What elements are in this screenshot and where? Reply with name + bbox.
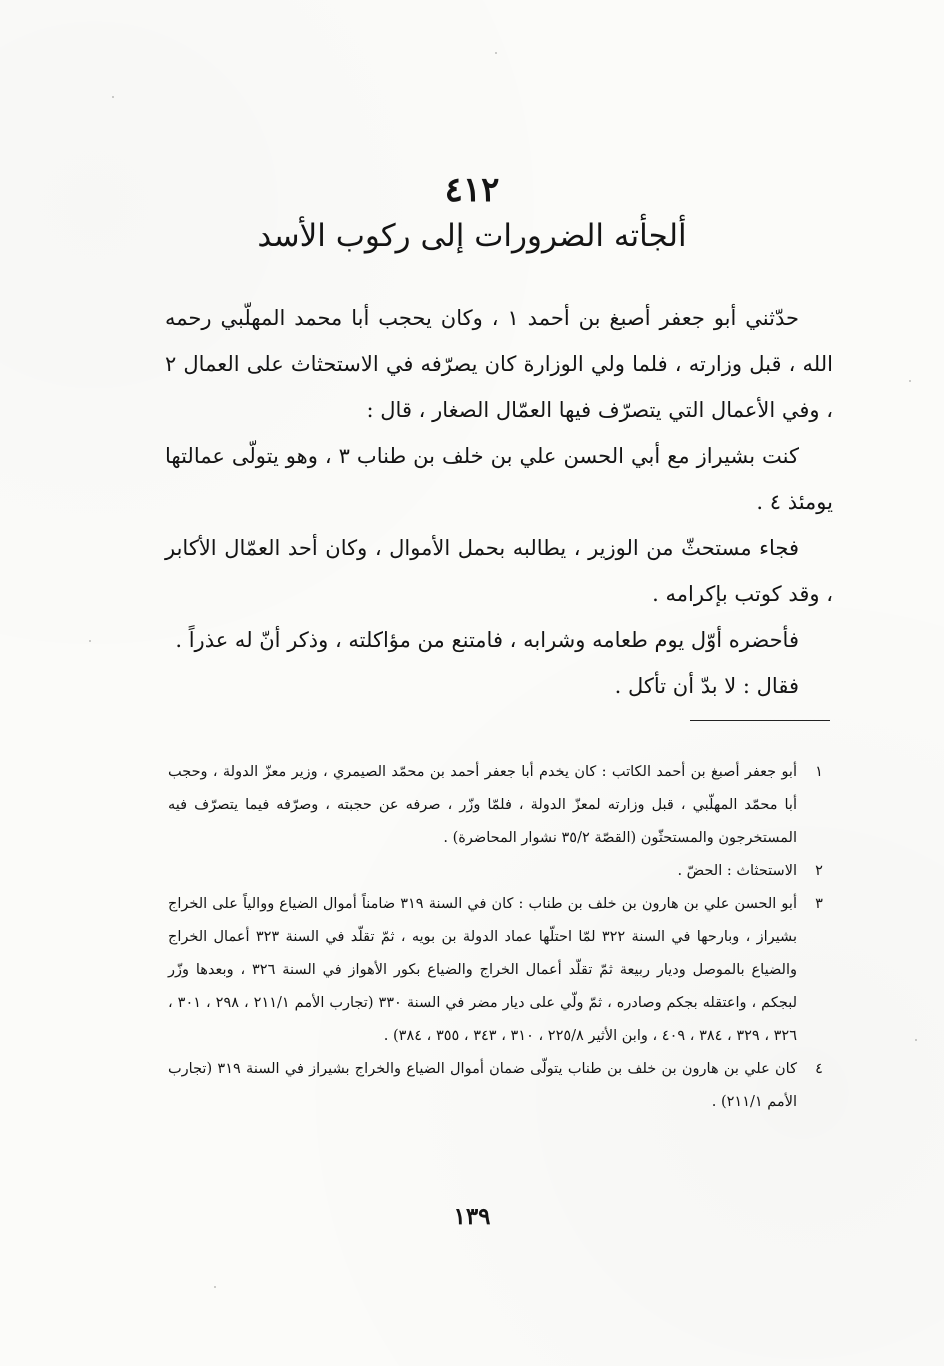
footnote-text: كان علي بن هارون بن خلف بن طناب يتولّى ضمان أموال الضياع والخراج بشيراز في السنة ٣١٩ (تجارب الأمم ٢١١/١) . [168,1061,797,1110]
footnote-separator [690,720,830,721]
footnotes [168,756,833,1119]
scan-speck [915,1039,917,1041]
paragraph-5: فقال : لا بدّ أن تأكل . [614,674,799,698]
scan-speck [89,640,91,642]
paragraph-2: كنت بشيراز مع أبي الحسن علي بن خلف بن طناب ٣ ، وهو يتولّى عمالتها يومئذ ٤ . [165,444,833,514]
story-title: ألجأته الضرورات إلى ركوب الأسد [257,218,687,254]
footnote-text: أبو الحسن علي بن هارون بن خلف بن طناب : كان في السنة ٣١٩ ضامناً أموال الضياع ووالياً على الخراج بشيراز ، وبارحها في السنة ٣٢٢ لمّا احتلّها عماد الدولة بن بويه ، ثمّ تقلّد في السنة ٣٢٣ أعمال الخراج والضياع بالموصل وديار ربيعة ثمّ تقلّد أعمال الخراج والضياع بكور الأهواز في السنة ٣٢٦ ، وبعدها وزّر لبجكم ، واعتقله بجكم وصادره ، ثمّ ولّي على ديار مضر في السنة ٣٣٠ (تجارب الأمم ٢١١/١ ، ٢٩٨ ، ٣٠١ ، ٣٢٦ ، ٣٢٩ ، ٣٨٤ ، ٤٠٩ ، وابن الأثير ٢٢٥/٨ ، ٣١٠ ، ٣٤٣ ، ٣٥٥ ، ٣٨٤) . [168,896,797,1044]
footnote-4 [168,1053,833,1119]
footnote-number: ١ [815,764,823,780]
paragraph-3: فجاء مستحثّ من الوزير ، يطالبه بحمل الأموال ، وكان أحد العمّال الأكابر ، وقد كوتب بإكرامه . [165,536,833,606]
scan-speck [214,1286,216,1288]
paragraph-4: فأحضره أوّل يوم طعامه وشرابه ، فامتنع من مؤاكلته ، وذكر أنّ له عذراً . [175,628,799,652]
footnote-3 [168,888,833,1053]
footnote-number: ٢ [815,863,823,879]
footnote-text: الاستحثاث : الحضّ . [677,863,797,879]
paragraph-1: حدّثني أبو جعفر أصبغ بن أحمد ١ ، وكان يحجب أبا محمد المهلّبي رحمه الله ، قبل وزارته ، فلما ولي الوزارة كان يصرّفه في الاستحثاث على العمال ٢ ، وفي الأعمال التي يتصرّف فيها العمّال الصغار ، قال : [165,306,833,422]
scan-speck [112,96,114,98]
footnote-2 [168,855,833,888]
footnote-number: ٣ [815,896,823,912]
story-number: ٤١٢ [444,170,500,210]
footnote-1 [168,756,833,855]
page-number: ١٣٩ [453,1203,491,1230]
scan-speck [495,52,497,54]
footnote-text: أبو جعفر أصبغ بن أحمد الكاتب : كان يخدم أبا جعفر أحمد بن محمّد الصيمري ، وزير معزّ الدولة ، وحجب أبا محمّد المهلّبي ، قبل وزارته لمعزّ الدولة ، فلمّا وزّر ، صرفه عن حجبته ، وصرّفه فيما يتصرّف فيه المستخرجون والمستحثّون (القصّة ٣٥/٢ نشوار المحاضرة) . [168,764,797,846]
main-text [165,295,833,709]
footnote-number: ٤ [815,1061,823,1077]
scan-speck [909,380,911,382]
